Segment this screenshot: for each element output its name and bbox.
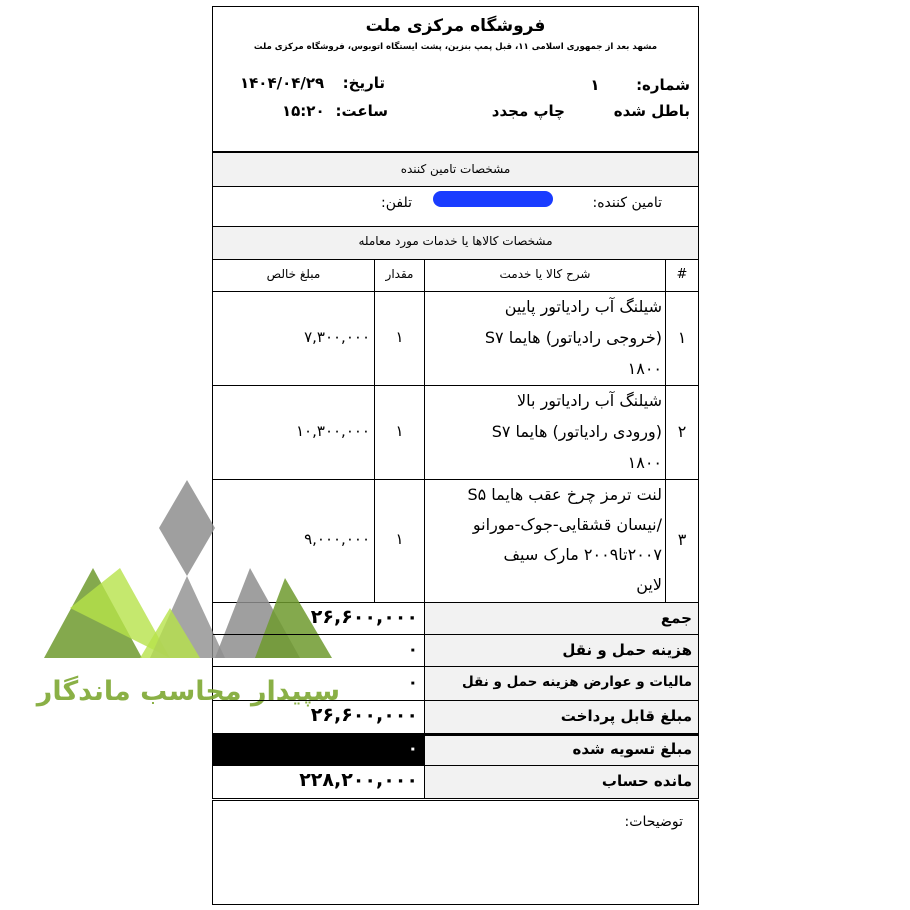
item-amount: ۷,۳۰۰,۰۰۰ [304, 328, 370, 346]
total-value: ۲۲۸,۲۰۰,۰۰۰ [299, 769, 418, 791]
number-value: ۱ [590, 76, 600, 94]
item-description-line: (خروجی رادیاتور) هایما S۷ [484, 328, 662, 347]
total-value: ۰ [407, 640, 418, 660]
total-label: هزینه حمل و نقل [562, 641, 692, 659]
item-index: ۳ [677, 530, 687, 549]
store-address: مشهد بعد از جمهوری اسلامی ۱۱، قبل پمپ بنزین، پشت ایستگاه اتوبوس، فروشگاه مرکزی ملت [253, 42, 658, 52]
col-header-net-amount: مبلغ خالص [266, 267, 321, 281]
col-header-description: شرح کالا یا خدمت [499, 267, 591, 281]
supplier-section-title: مشخصات تامین کننده [400, 162, 511, 176]
col-header-index: # [676, 267, 688, 282]
item-index: ۱ [677, 328, 687, 347]
redacted-supplier-name [433, 191, 553, 207]
item-quantity: ۱ [395, 422, 404, 440]
notes-label: توضیحات: [624, 814, 683, 830]
time-value: ۱۵:۲۰ [282, 102, 325, 120]
item-quantity: ۱ [395, 328, 404, 346]
item-amount: ۹,۰۰۰,۰۰۰ [304, 530, 370, 548]
time-label: ساعت: [335, 102, 388, 120]
item-description-line: ۲۰۰۷تا۲۰۰۹ مارک سیف [503, 545, 662, 564]
store-name: فروشگاه مرکزی ملت [365, 16, 546, 36]
item-description-line: /نیسان قشقایی-جوک-مورانو [472, 515, 662, 534]
item-description-line: ۱۸۰۰ [627, 453, 662, 472]
date-value: ۱۴۰۴/۰۴/۲۹ [240, 74, 325, 92]
total-label: مالیات و عوارض هزینه حمل و نقل [461, 674, 692, 690]
item-description-line: شیلنگ آب رادیاتور بالا [517, 391, 662, 410]
col-header-quantity: مقدار [385, 267, 414, 281]
item-description-line: شیلنگ آب رادیاتور پایین [504, 297, 662, 316]
total-label: مبلغ قابل پرداخت [560, 707, 692, 725]
number-label: شماره: [636, 76, 690, 94]
total-value: ۲۶,۶۰۰,۰۰۰ [310, 606, 418, 628]
item-description-line: (ورودی رادیاتور) هایما S۷ [491, 422, 662, 441]
item-quantity: ۱ [395, 530, 404, 548]
total-value: ۰ [407, 739, 418, 759]
phone-label: تلفن: [381, 195, 412, 211]
cancelled-label: باطل شده [613, 102, 690, 120]
total-label: مبلغ تسویه شده [572, 740, 692, 758]
item-description-line: لنت ترمز چرخ عقب هایما S۵ [467, 485, 662, 504]
watermark-text: سپیدار محاسب ماندگار [36, 676, 340, 707]
item-amount: ۱۰,۳۰۰,۰۰۰ [296, 422, 370, 440]
logo-top-diamond [159, 480, 215, 576]
goods-section-title: مشخصات کالاها یا خدمات مورد معامله [358, 234, 553, 248]
total-label: جمع [660, 609, 692, 627]
supplier-label: تامین کننده: [592, 195, 662, 211]
reprint-label: چاپ مجدد [491, 102, 565, 120]
date-label: تاریخ: [342, 74, 385, 92]
item-description-line: ۱۸۰۰ [627, 359, 662, 378]
item-description-line: لاین [636, 575, 662, 594]
total-label: مانده حساب [601, 772, 692, 790]
item-index: ۲ [677, 422, 687, 441]
total-value: ۲۶,۶۰۰,۰۰۰ [310, 704, 418, 726]
total-value: ۰ [407, 673, 418, 693]
